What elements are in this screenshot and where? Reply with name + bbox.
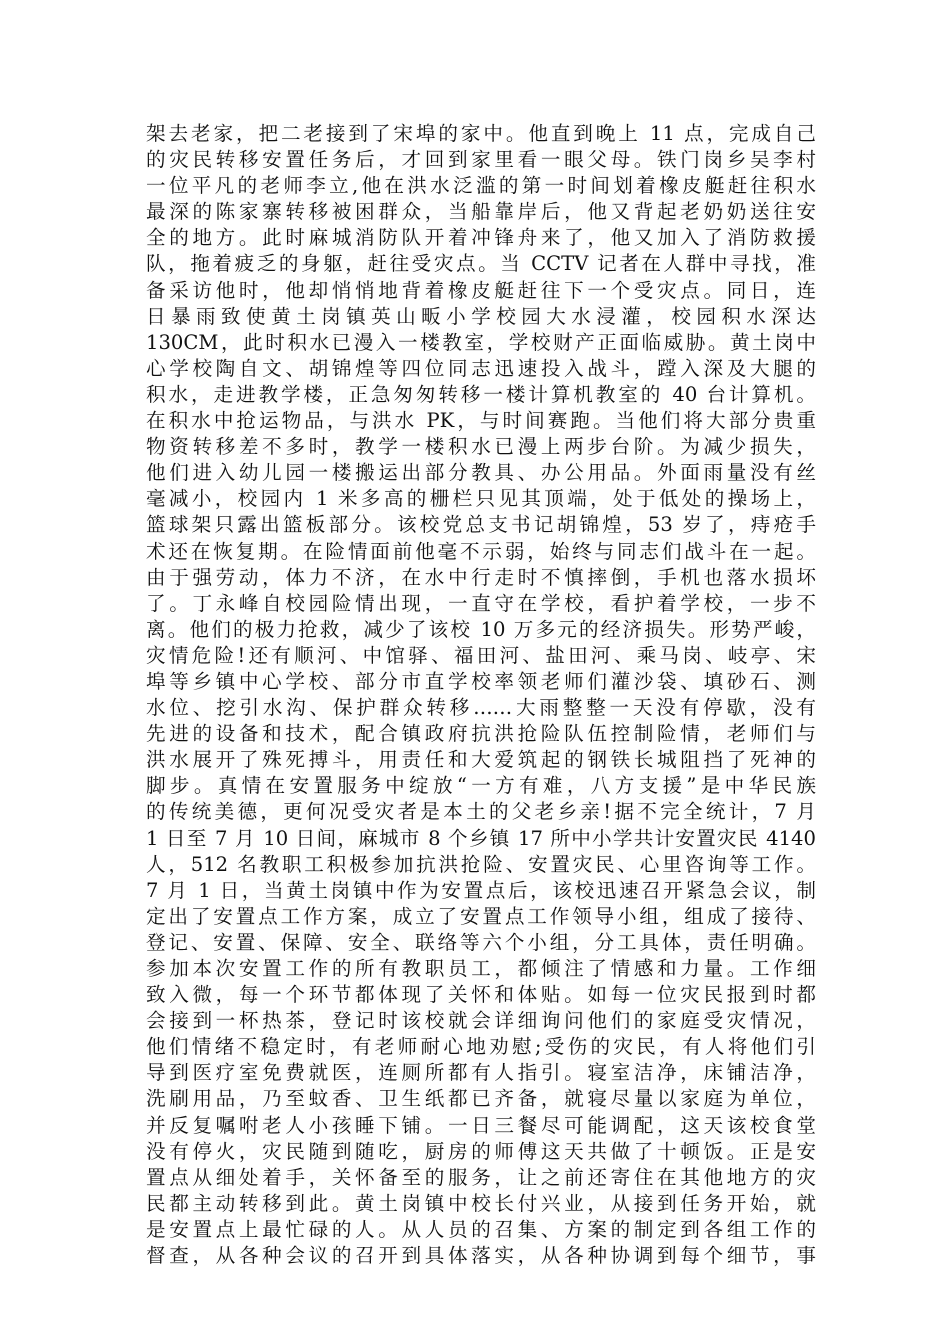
text-line: 埠等乡镇中心学校、部分市直学校率领老师们灌沙袋、填砂石、测: [146, 669, 816, 693]
text-line: 的灾民转移安置任务后，才回到家里看一眼父母。铁门岗乡吴李村: [146, 148, 816, 172]
text-line: 他们进入幼儿园一楼搬运出部分教具、办公用品。外面雨量没有丝: [146, 461, 816, 485]
text-line: 一位平凡的老师李立,他在洪水泛滥的第一时间划着橡皮艇赶往积水: [146, 174, 816, 198]
text-line: 导到医疗室免费就医，连厕所都有人指引。寝室洁净，床铺洁净，: [146, 1061, 816, 1085]
text-line: 洗刷用品，乃至蚊香、卫生纸都已齐备，就寝尽量以家庭为单位，: [146, 1087, 816, 1111]
text-line: 水位、挖引水沟、保护群众转移……大雨整整一天没有停歇，没有: [146, 696, 816, 720]
text-line: 先进的设备和技术，配合镇政府抗洪抢险队伍控制险情，老师们与: [146, 722, 816, 746]
text-line: 1 日至 7 月 10 日间，麻城市 8 个乡镇 17 所中小学共计安置灾民 4140: [146, 826, 816, 850]
text-line: 架去老家，把二老接到了宋埠的家中。他直到晚上 11 点，完成自己: [146, 122, 816, 145]
text-line: 日暴雨致使黄土岗镇英山畈小学校园大水浸灌，校园积水深达: [146, 304, 816, 328]
text-line: 置点从细处着手，关怀备至的服务，让之前还寄住在其他地方的灾: [146, 1165, 816, 1189]
text-line: 由于强劳动，体力不济，在水中行走时不慎摔倒，手机也落水损坏: [146, 565, 816, 589]
text-line: 术还在恢复期。在险情面前他毫不示弱，始终与同志们战斗在一起。: [146, 539, 816, 563]
text-line: 队，拖着疲乏的身躯，赶往受灾点。当 CCTV 记者在人群中寻找，准: [146, 252, 816, 276]
text-line: 积水，走进教学楼，正急匆匆转移一楼计算机教室的 40 台计算机。: [146, 382, 816, 406]
text-line: 毫减小，校园内 1 米多高的栅栏只见其顶端，处于低处的操场上，: [146, 487, 816, 511]
text-line: 会接到一杯热茶，登记时该校就会详细询问他们的家庭受灾情况，: [146, 1009, 816, 1033]
text-line: 民都主动转移到此。黄土岗镇中校长付兴业，从接到任务开始，就: [146, 1191, 816, 1215]
text-line: 最深的陈家寨转移被困群众，当船靠岸后，他又背起老奶奶送往安: [146, 200, 816, 224]
text-line: 洪水展开了殊死搏斗，用责任和大爱筑起的钢铁长城阻挡了死神的: [146, 748, 816, 772]
text-line: 脚步。真情在安置服务中绽放“一方有难，八方支援”是中华民族: [146, 774, 816, 798]
text-line: 全的地方。此时麻城消防队开着冲锋舟来了，他又加入了消防救援: [146, 226, 816, 250]
text-line: 参加本次安置工作的所有教职员工，都倾注了情感和力量。工作细: [146, 957, 816, 980]
text-line: 在积水中抢运物品，与洪水 PK，与时间赛跑。当他们将大部分贵重: [146, 409, 816, 433]
text-line: 并反复嘱咐老人小孩睡下铺。一日三餐尽可能调配，这天该校食堂: [146, 1113, 816, 1137]
text-line: 人，512 名教职工积极参加抗洪抢险、安置灾民、心里咨询等工作。: [146, 852, 816, 876]
text-line: 灾情危险!还有顺河、中馆驿、福田河、盐田河、乘马岗、岐亭、宋: [146, 643, 816, 667]
text-line: 130CM，此时积水已漫入一楼教室，学校财产正面临威胁。黄土岗中: [146, 330, 816, 354]
text-line: 离。他们的极力抢救，减少了该校 10 万多元的经济损失。形势严峻，: [146, 617, 816, 641]
text-line: 心学校陶自文、胡锦煌等四位同志迅速投入战斗，蹚入深及大腿的: [146, 356, 816, 380]
text-line: 督查，从各种会议的召开到具体落实，从各种协调到每个细节，事: [146, 1244, 816, 1268]
text-line: 他们情绪不稳定时，有老师耐心地劝慰;受伤的灾民，有人将他们引: [146, 1035, 816, 1059]
text-line: 是安置点上最忙碌的人。从人员的召集、方案的制定到各组工作的: [146, 1217, 816, 1241]
text-line: 7 月 1 日，当黄土岗镇中作为安置点后，该校迅速召开紧急会议，制: [146, 878, 816, 902]
text-line: 的传统美德，更何况受灾者是本土的父老乡亲!据不完全统计，7 月: [146, 800, 816, 824]
body-text: [146, 121, 816, 1269]
text-line: 篮球架只露出篮板部分。该校党总支书记胡锦煌，53 岁了，痔疮手: [146, 513, 816, 537]
text-line: 了。丁永峰自校园险情出现，一直守在学校，看护着学校，一步不: [146, 591, 816, 615]
text-line: 定出了安置点工作方案，成立了安置点工作领导小组，组成了接待、: [146, 904, 816, 928]
text-line: 没有停火，灾民随到随吃，厨房的师傅这天共做了十顿饭。正是安: [146, 1139, 816, 1163]
text-line: 致入微，每一个环节都体现了关怀和体贴。如每一位灾民报到时都: [146, 983, 816, 1007]
text-line: 物资转移差不多时，教学一楼积水已漫上两步台阶。为减少损失，: [146, 435, 816, 459]
text-line: 登记、安置、保障、安全、联络等六个小组，分工具体，责任明确。: [146, 930, 816, 954]
text-line: 备采访他时，他却悄悄地背着橡皮艇赶往下一个受灾点。同日，连: [146, 278, 816, 302]
